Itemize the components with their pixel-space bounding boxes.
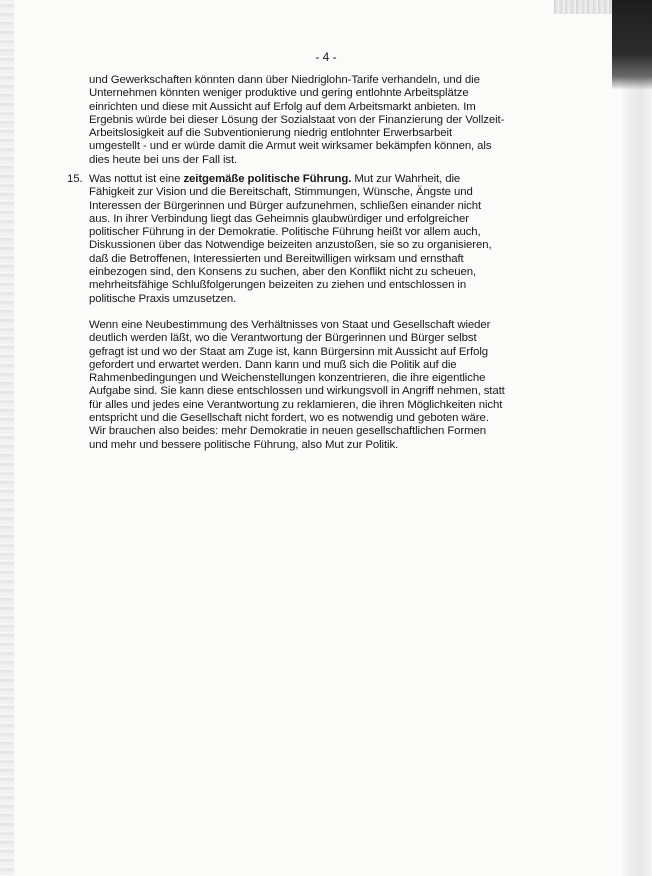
scan-shadow-corner [612, 0, 652, 90]
paragraph-continuation: und Gewerkschaften könnten dann über Niedriglohn-Tarife verhandeln, und die Unternehmen könnten weniger produktive und gering entlohnte Arbeitsplätze einrichten und diese mit Aussicht auf Erfolg auf dem Arbeitsmarkt anbieten. Im Ergebnis würde bei dieser Lösung der Sozialstaat von der Finanzierung der Vollzeit-Arbeitslosigkeit auf die Subventionierung niedrig entlohnter Erwerbsarbeit umgestellt - und er würde damit die Armut weit wirksamer bekämpfen können, als dies heute bei uns der Fall ist. [89, 74, 505, 166]
item-body-text: Mut zur Wahrheit, die Fähigkeit zur Vision und die Bereitschaft, Stimmungen, Wünsche, Ängste und Interessen der Bürgerinnen und Bürger aufzunehmen, schließen einander nicht aus. In ihrer Verbindung liegt das Geheimnis glaubwürdiger und erfolgreicher politischer Führung in der Demokratie. Politische Führung heißt vor allem auch, Diskussionen über das Notwendige beizeiten anzustoßen, sie so zu organisieren, daß die Betroffenen, Interessierten und Bereitwilligen wirksam und ernsthaft einbezogen sind, den Konsens zu suchen, aber den Konflikt nicht zu scheuen, mehrheitsfähige Schlußfolgerungen beizeiten zu ziehen und entschlossen in politische Praxis umzusetzen. [89, 173, 492, 305]
scan-edge-right [618, 0, 652, 876]
item-lead-text: Was nottut ist eine [89, 173, 184, 185]
list-item-number: 15. [67, 173, 83, 185]
paragraph-final: Wenn eine Neubestimmung des Verhältnisses von Staat und Gesellschaft wieder deutlich werden läßt, wo die Verantwortung der Bürgerinnen und Bürger selbst gefragt ist und wo der Staat am Zuge ist, kann Bürgersinn mit Aussicht auf Erfolg gefordert und erwartet werden. Dann kann und muß sich die Politik auf die Rahmenbedingungen und Weichenstellungen konzentrieren, die ihre eigentliche Aufgabe sind. Sie kann diese entschlossen und wirkungsvoll in Angriff nehmen, statt für alles und jedes eine Verantwortung zu reklamieren, die ihren Möglichkeiten nicht entspricht und die Gesellschaft nicht fordert, wo es notwendig und geboten wäre. Wir brauchen also beides: mehr Demokratie in neuen gesellschaftlichen Formen und mehr und bessere politische Führung, also Mut zur Politik. [89, 319, 505, 451]
scan-edge-left [0, 0, 14, 876]
page-number: - 4 - [315, 50, 337, 64]
item-emphasis-text: zeitgemäße politische Führung. [183, 173, 352, 185]
list-item-15 [67, 173, 505, 306]
scan-artifact-top [554, 0, 612, 14]
